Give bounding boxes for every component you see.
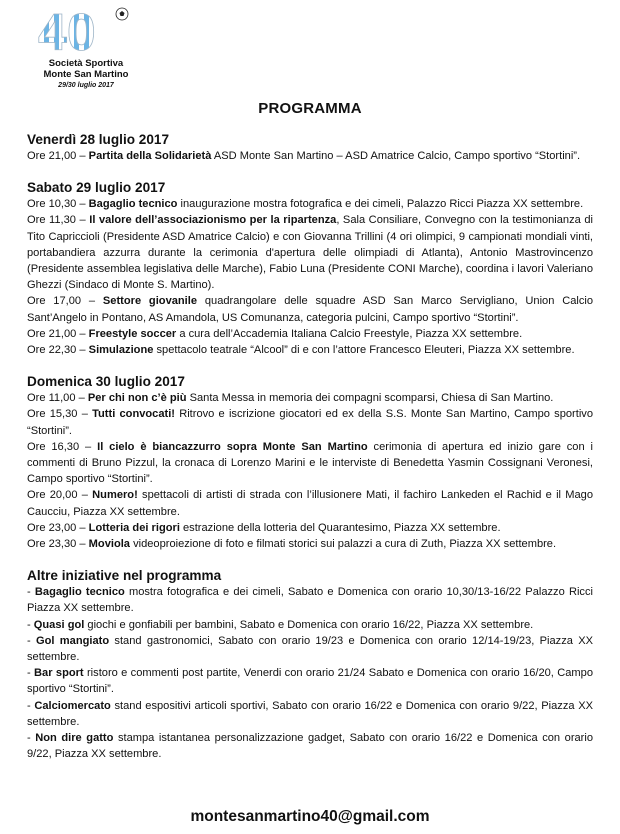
entry-description: inaugurazione mostra fotografica e dei cimeli, Palazzo Ricci Piazza XX settembre.	[177, 198, 584, 211]
entry-bullet: -	[27, 732, 36, 745]
entry-time: Ore 23,00 –	[27, 521, 89, 534]
entry-description: spettacoli di artisti di strada con l’illusionere Mati, il fachiro Lankeden el Rachid e il Mago Caucciu, Piazza XX settembre.	[27, 489, 594, 518]
entry-title: Per chi non c’è più	[87, 392, 187, 405]
entry-time: Ore 23,30 –	[27, 538, 89, 551]
entry-title: Settore giovanile	[102, 295, 198, 308]
entry-title: Calciomercato	[34, 699, 111, 712]
entry-description: estrazione della lotteria del Quarantesimo, Piazza XX settembre.	[179, 521, 501, 534]
entry-bullet: -	[27, 667, 35, 680]
entry-time: Ore 22,30 –	[27, 344, 89, 357]
section-heading: Sabato 29 luglio 2017	[27, 180, 166, 196]
program-entry	[27, 212, 593, 293]
logo-name-line2: Monte San Martino	[43, 69, 129, 80]
entry-title: Gol mangiato	[36, 634, 110, 647]
entry-description: stampa istantanea personalizzazione gadget, Sabato con orario 16/22 e Domenica con orario 9/22, Piazza XX settembre.	[27, 732, 594, 761]
logo-name-line1: Società Sportiva	[48, 58, 124, 69]
entry-bullet: -	[27, 618, 34, 631]
entry-time: Ore 21,00 –	[27, 150, 89, 162]
program-entry	[27, 342, 593, 358]
entry-description: cerimonia di apertura ed inizio gare con i commenti di Bruno Pizzul, la cronaca di Lorenzo Marini e le interviste di Benedetta Yasmin Cossignani Veronesi, Campo sportivo “Stortini”.	[27, 440, 593, 486]
entry-time: Ore 20,00 –	[27, 489, 93, 502]
program-entry	[27, 293, 593, 325]
entry-title: Lotteria dei rigori	[88, 521, 180, 534]
initiative-entry	[27, 617, 593, 633]
entry-bullet: -	[27, 586, 35, 599]
section-heading: Venerdì 28 luglio 2017	[27, 132, 170, 147]
initiative-entry	[27, 698, 593, 730]
section-heading: Altre iniziative nel programma	[27, 568, 222, 584]
section-friday	[27, 131, 593, 164]
entry-title: Il valore dell’associazionismo per la ripartenza	[89, 214, 337, 227]
entry-description: spettacolo teatrale “Alcool” di e con l’attore Francesco Eleuteri, Piazza XX settembre.	[153, 344, 575, 357]
entry-time: Ore 10,30 –	[27, 198, 89, 211]
entry-description: mostra fotografica e dei cimeli, Sabato e Domenica con orario 10,30/13-16/22 Palazzo Ricci Piazza XX settembre.	[27, 586, 593, 615]
program-entry	[27, 196, 593, 212]
entry-time: Ore 21,00 –	[27, 327, 89, 340]
section-heading: Domenica 30 luglio 2017	[27, 374, 185, 390]
program-entry	[27, 520, 593, 536]
program-content	[27, 131, 593, 778]
page-title: PROGRAMMA	[258, 100, 362, 117]
program-entry	[27, 487, 593, 519]
initiative-entry	[27, 730, 593, 762]
entry-time: Ore 17,00 –	[27, 295, 103, 308]
entry-time: Ore 15,30 –	[27, 408, 93, 421]
entry-description: Ritrovo e iscrizione giocatori ed ex della S.S. Monte San Martino, Campo sportivo “Stortini”.	[27, 408, 593, 437]
program-entry	[27, 536, 593, 552]
entry-description: Santa Messa in memoria dei compagni scomparsi, Chiesa di San Martino.	[186, 392, 554, 405]
entry-description: giochi e gonfiabili per bambini, Sabato e Domenica con orario 16/22, Piazza XX settembre.	[84, 618, 534, 631]
entry-time: Ore 11,30 –	[27, 214, 90, 227]
club-logo	[26, 6, 146, 92]
entry-time: Ore 11,00 –	[27, 392, 88, 405]
entry-description: stand gastronomici, Sabato con orario 19/23 e Domenica con orario 12/14-19/23, Piazza XX settembre.	[27, 634, 594, 664]
entry-title: Moviola	[88, 538, 130, 551]
entry-title: Quasi gol	[33, 618, 85, 631]
entry-description: ristoro e commenti post partite, Venerdi con orario 21/24 Sabato e Domenica con orario 16/20, Campo sportivo “Stortini”.	[27, 667, 593, 696]
logo-40-emblem	[34, 6, 134, 54]
logo-club-name	[26, 58, 146, 80]
program-entry	[27, 390, 593, 406]
program-entry	[27, 439, 593, 488]
entry-description: quadrangolare delle squadre ASD San Marco Servigliano, Union Calcio Sant’Angelo in Pontano, AS Amandola, US Comunanza, categoria pulcini, Campo sportivo “Stortini”.	[27, 295, 594, 324]
entry-description: ASD Monte San Martino – ASD Amatrice Calcio, Campo sportivo “Stortini”.	[211, 150, 581, 162]
entry-title: Simulazione	[88, 344, 154, 357]
soccer-ball-icon	[116, 8, 128, 20]
section-other-initiatives	[27, 567, 593, 762]
section-saturday	[27, 179, 593, 358]
entry-description: videoproiezione di foto e filmati storici sui palazzi a cura di Zuth, Piazza XX settembre.	[129, 538, 557, 551]
logo-dates: 29/30 luglio 2017	[58, 82, 114, 89]
entry-title: Bagaglio tecnico	[88, 198, 178, 211]
entry-title: Numero!	[92, 489, 138, 502]
initiative-entry	[27, 665, 593, 697]
entry-title: Bar sport	[34, 667, 84, 680]
entry-title: Il cielo è biancazzurro sopra Monte San Martino	[97, 440, 368, 453]
program-entry	[27, 148, 593, 164]
entry-title: Partita della Solidarietà	[88, 150, 212, 162]
entry-bullet: -	[27, 634, 36, 647]
initiative-entry	[27, 633, 593, 665]
logo-number: 40	[38, 6, 96, 54]
entry-description: , Sala Consiliare, Convegno con la testimonianza di Tito Capriccioli (Presidente ASD Amatrice Calcio) e con Giovanna Trillini (4 ori olimpici, 9 campionati mondiali vinti, portabandiera azzurra durante la cerimonia d'apertura delle olimpiadi di Atlanta), Antonio Mastrovincenzo (Presidente assemblea legislativa delle Marche), Fabio Luna (Presidente CONI Marche), coordina i lavori Valeriano Ghezzi (Sindaco di Monte S. Martino).	[27, 214, 593, 292]
program-entry	[27, 326, 593, 342]
entry-description: a cura dell’Accademia Italiana Calcio Freestyle, Piazza XX settembre.	[176, 327, 523, 340]
entry-title: Tutti convocati!	[92, 408, 175, 421]
entry-title: Freestyle soccer	[88, 327, 177, 340]
program-entry	[27, 406, 593, 438]
section-sunday	[27, 373, 593, 552]
entry-time: Ore 16,30 –	[27, 440, 98, 453]
contact-email[interactable]: montesanmartino40@gmail.com	[190, 808, 430, 825]
entry-title: Non dire gatto	[35, 732, 114, 745]
initiative-entry	[27, 584, 593, 616]
entry-description: stand espositivi articoli sportivi, Sabato con orario 16/22 e Domenica con orario 9/22, Piazza XX settembre.	[27, 699, 593, 728]
entry-title: Bagaglio tecnico	[34, 586, 125, 599]
entry-bullet: -	[27, 699, 35, 712]
